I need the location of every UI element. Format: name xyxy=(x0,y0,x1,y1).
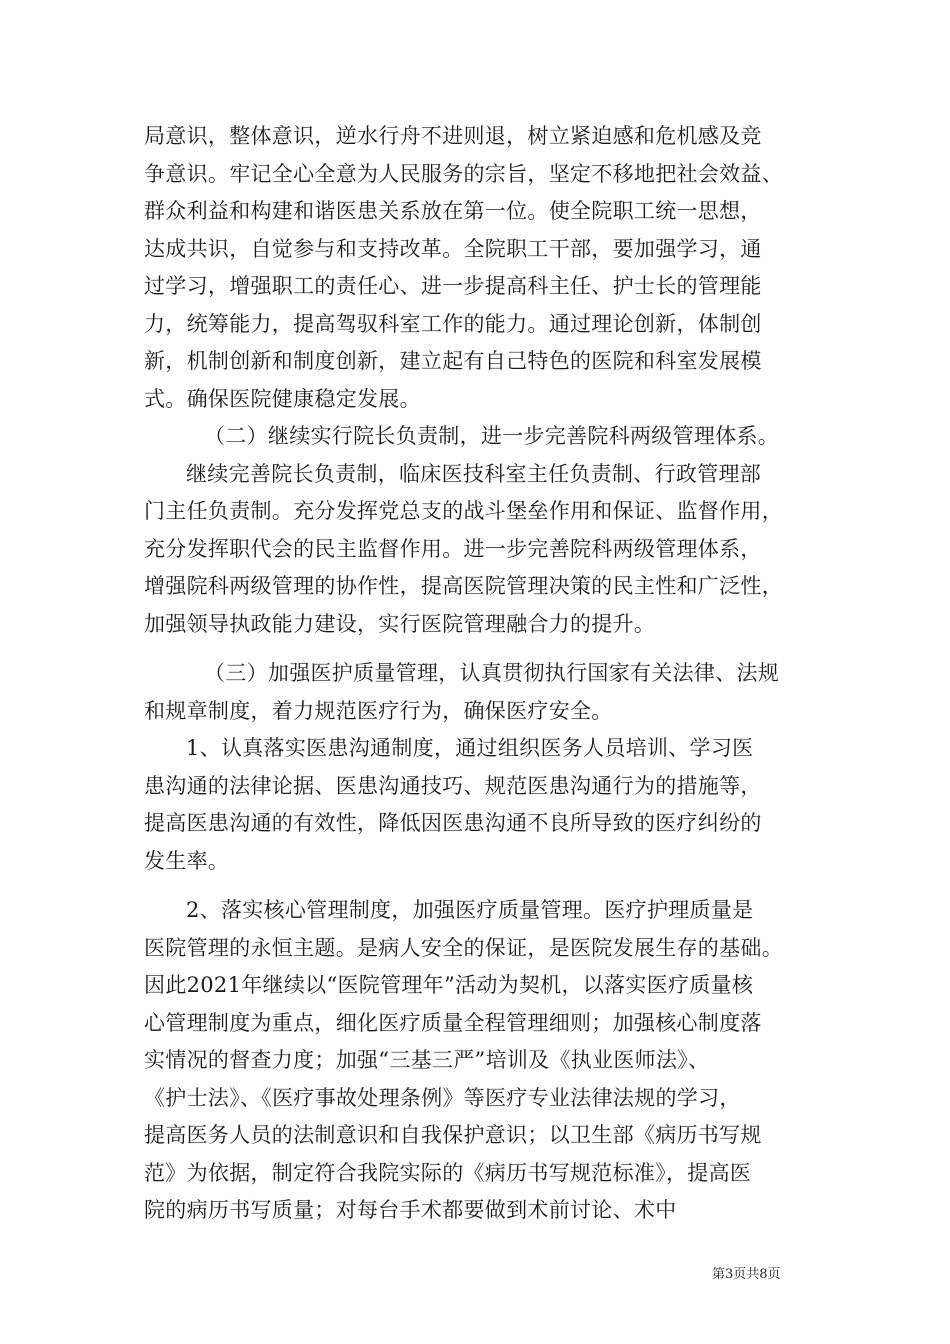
text-line: 局意识，整体意识，逆水行舟不进则退，树立紧迫感和危机感及竞 xyxy=(144,124,762,148)
text-line: 院的病历书写质量；对每台手术都要做到术前讨论、术中 xyxy=(144,1198,677,1222)
text-line: 过学习，增强职工的责任心、进一步提高科主任、护士长的管理能 xyxy=(144,274,762,298)
text-line: 新，机制创新和制度创新，建立起有自己特色的医院和科室发展模 xyxy=(144,349,762,373)
text-line: 提高医患沟通的有效性，降低因医患沟通不良所导致的医疗纠纷的 xyxy=(144,811,762,835)
list-item-1: 1、认真落实医患沟通制度，通过组织医务人员培训、学习医 xyxy=(186,736,754,760)
text-line: 范》为依据，制定符合我院实际的《病历书写规范标准》，提高医 xyxy=(144,1160,752,1185)
text-line: 力，统筹能力，提高驾驭科室工作的能力。通过理论创新，体制创 xyxy=(144,311,762,336)
text-line: 心管理制度为重点，细化医疗质量全程管理细则；加强核心制度落 xyxy=(144,1010,762,1035)
text-line: 《护士法》、《医疗事故处理条例》等医疗专业法律法规的学习， xyxy=(144,1085,741,1110)
text-line: 患沟通的法律论据、医患沟通技巧、规范医患沟通行为的措施等， xyxy=(144,773,762,798)
text-line: 发生率。 xyxy=(144,848,230,873)
text-line: 群众利益和构建和谐医患关系放在第一位。使全院职工统一思想， xyxy=(144,199,762,223)
text-line: 提高医务人员的法制意识和自我保护意识；以卫生部《病历书写规 xyxy=(144,1123,762,1147)
section-heading-3: （三）加强医护质量管理，认真贯彻执行国家有关法律、法规 xyxy=(204,661,780,685)
text-line: 达成共识，自觉参与和支持改革。全院职工干部，要加强学习，通 xyxy=(144,236,762,261)
text-line: 式。确保医院健康稳定发展。 xyxy=(144,386,421,411)
text-line: 继续完善院长负责制，临床医技科室主任负责制、行政管理部 xyxy=(186,461,762,486)
section-heading-2: （二）继续实行院长负责制，进一步完善院科两级管理体系。 xyxy=(204,424,780,448)
paragraph-gap xyxy=(144,643,810,655)
text-line: 医院管理的永恒主题。是病人安全的保证，是医院发展生存的基础。 xyxy=(144,935,783,960)
page-number: 第3页共8页 xyxy=(712,1267,781,1282)
text-line: 争意识。牢记全心全意为人民服务的宗旨，坚定不移地把社会效益、 xyxy=(144,161,783,186)
text-line: 因此2021年继续以“医院管理年”活动为契机，以落实医疗质量核 xyxy=(144,973,754,997)
text-line: 加强领导执政能力建设，实行医院管理融合力的提升。 xyxy=(144,611,656,636)
paragraph-gap xyxy=(144,880,810,892)
text-line: 实情况的督查力度；加强“三基三严”培训及《执业医师法》、 xyxy=(144,1048,710,1072)
document-body xyxy=(144,118,810,1230)
text-line: 门主任负责制。充分发挥党总支的战斗堡垒作用和保证、监督作用， xyxy=(144,499,783,523)
text-line: 增强院科两级管理的协作性，提高医院管理决策的民主性和广泛性， xyxy=(144,574,783,598)
list-item-2: 2、落实核心管理制度，加强医疗质量管理。医疗护理质量是 xyxy=(186,898,754,922)
text-line: 和规章制度，着力规范医疗行为，确保医疗安全。 xyxy=(144,698,613,723)
text-line: 充分发挥职代会的民主监督作用。进一步完善院科两级管理体系， xyxy=(144,536,762,561)
